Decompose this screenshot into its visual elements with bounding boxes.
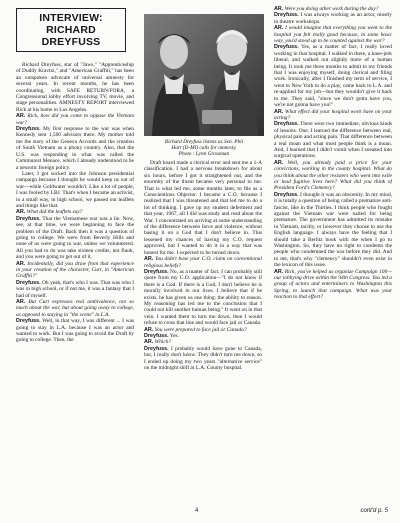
right-column: [274, 6, 392, 504]
paragraph: [16, 261, 134, 280]
interview-photo: [144, 14, 264, 136]
interviewee-label: Dreyfuss.: [274, 191, 299, 198]
answer-text: I probably would have gone to Canada, but, I really don't know. They didn't turn me down, so I ended up doing my two years "alternative service" on the midnight shift at L.A. County hospital.: [144, 345, 262, 371]
continued-note: cont'd p. 5: [360, 508, 388, 514]
interviewee-label: Dreyfuss.: [16, 279, 41, 286]
question-text: You didn't base your C.O. claim on conventional religious beliefs?: [144, 256, 262, 269]
interviewer-label: AR.: [16, 209, 26, 216]
question-text: What effect did your hospital work have on your acting?: [274, 108, 392, 121]
caption-line-1: Richard Dreyfuss listens as Sen. Phil: [164, 139, 244, 145]
answer-text: My first response to the war was when Kennedy sent 1,500 advisors there. My mother told me the story of the Geneva Accords and the creation of South Vietnam as a phony country. Also, that the U.S. was responding to what was called the Communist Menace, which I already understood to be a neurotic foreign policy.: [16, 126, 134, 171]
question-text: Which?: [154, 339, 172, 346]
answer-text: I thought it was an obscenity. In my mind, it is totally a question of being called a premature anti-fascist, like in the Thirties. I think people who fought against the Vietnam war were nailed for being premature. The government has admitted its mistake in Vietnam, tacitly, or however they choose to use the English language. I always have the feeling that I should take a Berlitz book with me when I go to Washington. So, they have no right to condemn the people who condemned the war before they did. And to me, that's why "clemency" shouldn't even exist in the lexicon of this issue.: [274, 191, 392, 269]
left-column: [16, 62, 134, 502]
question-text: Well, you already paid a price for your convictions, working in the county hospital. What do you think about the other resisters who went into exile or lead fugitive lives here? What did you think of President Ford's Clemency?: [274, 159, 392, 192]
question-text: Rick, how did you come to oppose the Vietnam war?: [16, 113, 134, 126]
question-text: Rick, you've helped us organize Campaign 100—our lobbying drive within the 94th Congress. You led a group of actors and entertainers to Washington this Spring, to launch that campaign. What was your reaction to that effort?: [274, 268, 392, 301]
interviewee-label: Dreyfuss.: [274, 12, 299, 19]
interviewer-label: AR.: [274, 108, 284, 115]
interviewee-label: Dreyfuss.: [274, 44, 299, 51]
interviewer-label: AR.: [274, 268, 284, 275]
question-text: But Curt expresses real ambivalence, not so much about the war, but about going away to college, as opposed to staying in "the scene" in L.A.: [16, 299, 134, 318]
page-number: 4: [195, 508, 199, 514]
interviewee-label: Dreyfuss.: [144, 332, 169, 339]
paragraph: [16, 216, 134, 261]
paragraph: [274, 109, 392, 122]
interviewer-label: AR.: [274, 6, 284, 12]
answer-text: Yes, as a matter of fact, I really loved working in that hospital. I walked in there, a knee-jerk liberal, and walked out slightly more of a human being. It took me three months to admit to my friends that I was enjoying myself, doing clerical and filing work. Ironically, after I finished my term of service, I went to New York to do a play, came back to L.A. and re-applied for my job—but they wouldn't give it back to me. They said, "since we don't gotta have you, we're not gonna have you!": [274, 44, 392, 109]
photo-caption: [144, 139, 264, 158]
answer-text: That the Vietnamese war was a lie. Now, see, at that time, we were beginning to face the problem of the Draft. Back then it was a question of going to college. We were from Beverly Hills and none of us were going to war, unless we volunteered. All you had to do was take sixteen credits, not flunk, and you were going to get out of it.: [16, 215, 134, 261]
paragraph: [274, 160, 392, 192]
paragraph: [144, 160, 262, 256]
question-text: What did the leaflets say?: [26, 209, 83, 216]
middle-column: [144, 160, 262, 506]
caption-credit: Photo : Lynn Grossman: [178, 151, 230, 158]
caption-line-2: Hart (D-MI) calls for amnesty.: [171, 145, 237, 152]
paragraph: [274, 269, 392, 301]
paragraph: [16, 171, 134, 209]
answer-text: Draft board made a clerical error and sent me a 1-A classification. I had a nervous breakdown for about six hours, before I got it straightened out, and the enormity of the threat became very personal to me. That is what led me, some months later, to file as a Conscientious Objector. I became a C.O. because I realized that I was threatened and that led me to do a lot of thinking. I gave up my student deferment and that year, 1967, all I did was study and read about the War. I concentrated on arriving at some understanding of the difference between force and violence, without basing it on a God that I don't believe in. This lessened my chances of having my C.O. request approved, but I wanted to do it in a way that was honest for me. I expected to be turned down.: [144, 160, 262, 256]
answer-text: I was always working as an actor, mostly in theatre workshops.: [274, 12, 392, 25]
interviewer-label: AR.: [144, 339, 154, 346]
interviewer-label: AR.: [16, 113, 26, 120]
paragraph: [16, 126, 134, 171]
interviewer-label: AR.: [16, 260, 26, 267]
answer-text: Yes.: [169, 332, 179, 339]
paragraph: [274, 12, 392, 25]
interviewer-label: AR.: [144, 256, 154, 263]
answer-text: There were two immediate, obvious kinds of lessons. One, I learned the difference between real, physical pain and acting pain. That difference between a real moan and what most people think is a moan. And, I learned that I didn't vomit when I sneaked into surgical operations.: [274, 121, 392, 160]
answer-text: Later, I got sucked into the Johnson presidential campaign because I thought he would keep us out of war—while Goldwater wouldn't. Like a lot of people, I was fooled by LBJ. That's when I became an activist, in a small way, in high school, we passed out leaflets and things like that.: [16, 170, 134, 209]
paragraph: [144, 269, 262, 327]
interviewer-label: AR.: [16, 299, 26, 306]
photo-illustration: [144, 14, 264, 136]
headline-line-2: RICHARD DREYFUSS: [41, 24, 101, 48]
interviewer-label: AR.: [144, 326, 154, 333]
paragraph: [274, 192, 392, 269]
paragraph: [16, 113, 134, 126]
paragraph: [274, 121, 392, 159]
paragraph: [144, 346, 262, 372]
headline-line-1: INTERVIEW:: [39, 12, 103, 24]
answer-text: Well, in that way, I was different ... I was going to stay in L.A. because I was an actor and wanted to work. But I was going to avoid the Draft by going to college. Then, the: [16, 318, 134, 344]
answer-text: Oh yeah, that's who I was. That was who I was in high school, or if not me, it was a fantasy that I had of myself.: [16, 279, 134, 299]
paragraph: [144, 256, 262, 269]
question-text: Incidentally, did you draw from that experience in your creation of the character, Curt, in "American Graffiti?": [16, 260, 134, 280]
answer-text: No, as a matter of fact, I can probably still quote from my C.O. application—"I do not know if there is a God. If there is a God, I don't believe he is morally involved in our lives. I believe that if he exists, he has given us one thing: the ability to reason. My reasoning has led me to the conclusion that I could not kill another human being." It went on in that vein. I wanted them to turn me down, then I would refuse to cross that line and would face jail or Canada.: [144, 268, 262, 327]
paragraph: [16, 280, 134, 299]
interviewee-label: Dreyfuss.: [144, 345, 169, 352]
question-text: Were you doing other work during the day?: [284, 6, 379, 12]
headline-box: [16, 8, 126, 52]
interviewee-label: Dreyfuss.: [16, 318, 41, 325]
interviewer-label: AR.: [274, 25, 284, 32]
question-text: I would imagine that everything you went to the hospital you felt really good because, in some basic way, you'd stood up to be counted against the war?: [274, 25, 392, 45]
paragraph: [274, 44, 392, 108]
interviewee-label: Dreyfuss.: [16, 126, 41, 133]
question-text: You were prepared to face jail or Canada?: [154, 326, 247, 333]
paragraph: [274, 25, 392, 44]
interviewee-label: Dreyfuss.: [274, 121, 299, 128]
interviewee-label: Dreyfuss.: [16, 215, 41, 222]
paragraph: [16, 318, 134, 344]
interviewer-label: AR.: [274, 159, 284, 166]
paragraph: [16, 62, 134, 113]
answer-text: Richard Dreyfuss, star of "Jaws," "Apprenticeship of Duddy Kravitz," and "American Graffiti," has been an outspoken advocate of universal amnesty for several years. In recent months, he has been coordinating, with SAFE RETURN/FORA, a Congressional lobby effort involving TV, movie, and stage personalities. AMNESTY REPORT interviewed Rick at his home in Los Angeles.: [16, 62, 134, 113]
paragraph: [16, 299, 134, 318]
interviewee-label: Dreyfuss.: [144, 268, 169, 275]
